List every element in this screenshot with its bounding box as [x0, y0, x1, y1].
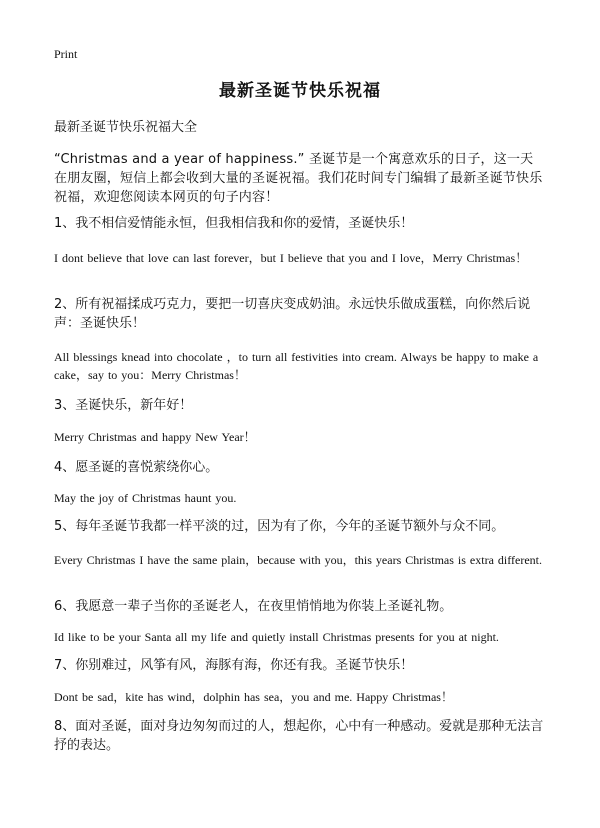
- greeting-english: May the joy of Christmas haunt you.: [54, 491, 237, 505]
- greeting-english: I dont believe that love can last forever，but I believe that you and I love，Merry Christmas！: [54, 251, 528, 265]
- greeting-chinese: 2、所有祝福揉成巧克力，要把一切喜庆变成奶油。永远快乐做成蛋糕，向你然后说声：圣诞快乐！: [54, 297, 531, 331]
- greeting-chinese: 8、面对圣诞，面对身边匆匆而过的人，想起你，心中有一种感动。爱就是那种无法言抒的表达。: [54, 719, 544, 753]
- greeting-chinese: 3、圣诞快乐，新年好！: [54, 398, 193, 413]
- greeting-chinese: 5、每年圣诞节我都一样平淡的过，因为有了你，今年的圣诞节额外与众不同。: [54, 519, 505, 534]
- greeting-chinese: 1、我不相信爱情能永恒，但我相信我和你的爱情，圣诞快乐！: [54, 216, 414, 231]
- greeting-chinese: 7、你别难过，风筝有风，海豚有海，你还有我。圣诞节快乐！: [54, 658, 414, 673]
- greeting-english: All blessings knead into chocolate ，to turn all festivities into cream. Always be happy to make a cake，say to you：Merry Christmas！: [54, 350, 539, 382]
- subtitle: 最新圣诞节快乐祝福大全: [54, 120, 198, 135]
- greeting-chinese: 4、愿圣诞的喜悦萦绕你心。: [54, 460, 219, 475]
- print-label: Print: [54, 47, 78, 61]
- greeting-chinese: 6、我愿意一辈子当你的圣诞老人，在夜里悄悄地为你装上圣诞礼物。: [54, 599, 453, 614]
- greeting-english: Merry Christmas and happy New Year！: [54, 430, 256, 444]
- greeting-english: Id like to be your Santa all my life and quietly install Christmas presents for you at night.: [54, 630, 499, 644]
- greeting-english: Every Christmas I have the same plain，because with you，this years Christmas is extra different.: [54, 553, 542, 567]
- intro-paragraph: “Christmas and a year of happiness.” 圣诞节是一个寓意欢乐的日子，这一天在朋友圈，短信上都会收到大量的圣诞祝福。我们花时间专门编辑了最新圣诞节快乐祝福，欢迎您阅读本网页的句子内容！: [54, 152, 543, 205]
- page-title: 最新圣诞节快乐祝福: [219, 81, 381, 101]
- greeting-english: Dont be sad，kite has wind，dolphin has sea，you and me. Happy Christmas！: [54, 690, 453, 704]
